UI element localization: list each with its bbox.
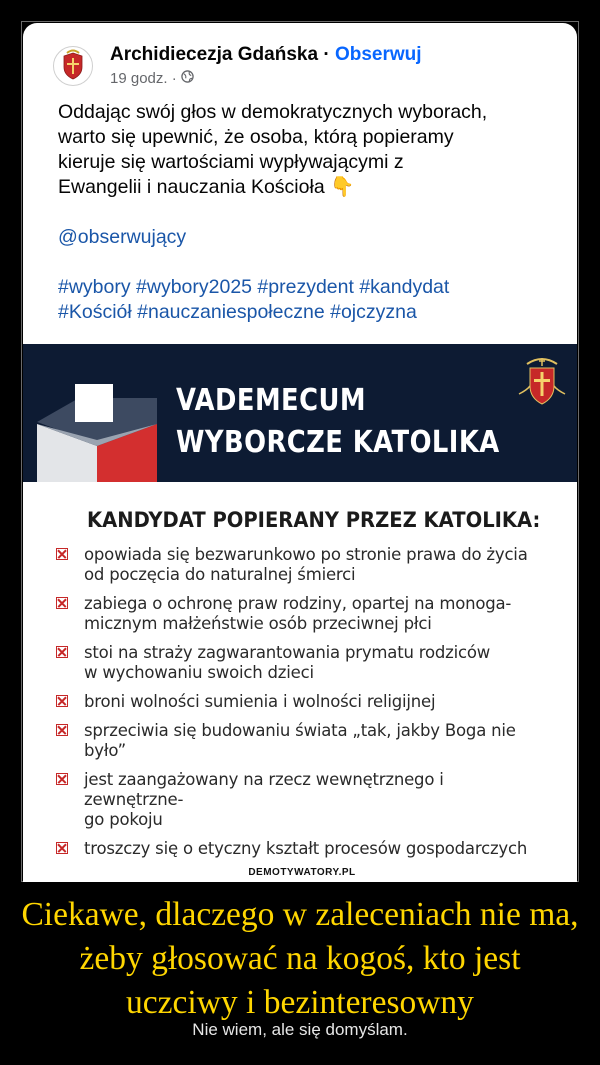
list-item bbox=[54, 545, 544, 585]
list-item bbox=[54, 839, 544, 859]
post-text-line bbox=[58, 175, 558, 200]
ballot-box-icon bbox=[37, 384, 157, 482]
item-line: opowiada się bezwarunkowo po stronie prawa do życia bbox=[84, 545, 528, 564]
checkbox-x-icon bbox=[56, 724, 68, 736]
separator-dot: · bbox=[318, 44, 335, 65]
post-meta bbox=[110, 70, 194, 87]
criteria-heading: KANDYDAT POPIERANY PRZEZ KATOLIKA: bbox=[87, 508, 541, 532]
checkbox-x-icon bbox=[56, 695, 68, 707]
banner-title-line-2: WYBORCZE KATOLIKA bbox=[176, 425, 500, 460]
post-text-line: kieruje się wartościami wypływającymi z bbox=[58, 151, 404, 173]
list-item bbox=[54, 770, 544, 830]
demotivator-subcaption: Nie wiem, ale się domyślam. bbox=[192, 1020, 408, 1039]
item-line: sprzeciwia się budowaniu świata „tak, jakby Boga nie było” bbox=[84, 721, 516, 760]
post-text-line-4: Ewangelii i nauczania Kościoła bbox=[58, 176, 325, 198]
checkbox-x-icon bbox=[56, 646, 68, 658]
caption-line-3: uczciwy i bezinteresowny bbox=[126, 984, 474, 1021]
list-item bbox=[54, 692, 544, 712]
mention-link[interactable]: @obserwujący bbox=[58, 226, 187, 248]
item-line: go pokoju bbox=[84, 810, 163, 829]
post-author-line bbox=[110, 44, 422, 66]
banner-title-line-1: VADEMECUM bbox=[176, 383, 366, 418]
diocese-crest-icon[interactable] bbox=[53, 46, 93, 86]
checkbox-x-icon bbox=[56, 548, 68, 560]
item-line: troszczy się o etyczny kształt procesów gospodarczych bbox=[84, 839, 528, 858]
caption-line-1: Ciekawe, dlaczego w zaleceniach nie ma, bbox=[21, 896, 579, 933]
post-text-line: Oddając swój głos w demokratycznych wyborach, bbox=[58, 101, 488, 123]
item-line: jest zaangażowany na rzecz wewnętrznego i zewnętrzne- bbox=[84, 770, 444, 809]
post-time[interactable]: 19 godz. · bbox=[110, 70, 177, 87]
site-watermark: DEMOTYWATORY.PL bbox=[248, 867, 356, 878]
post-body bbox=[58, 100, 558, 325]
demotivator-caption bbox=[0, 893, 600, 1025]
list-item bbox=[54, 721, 544, 761]
pointing-down-emoji: 👇 bbox=[330, 176, 355, 198]
caption-line-2: żeby głosować na kogoś, kto jest bbox=[79, 940, 521, 977]
globe-icon bbox=[181, 70, 194, 87]
criteria-list bbox=[54, 545, 544, 868]
item-line: zabiega o ochronę praw rodziny, opartej na monoga- bbox=[84, 594, 512, 613]
author-name[interactable]: Archidiecezja Gdańska bbox=[110, 44, 319, 65]
item-line: broni wolności sumienia i wolności religijnej bbox=[84, 692, 436, 711]
item-line: w wychowaniu swoich dzieci bbox=[84, 663, 314, 682]
checkbox-x-icon bbox=[56, 597, 68, 609]
checkbox-x-icon bbox=[56, 842, 68, 854]
vademecum-banner bbox=[23, 344, 577, 482]
follow-button[interactable]: Obserwuj bbox=[334, 44, 422, 65]
item-line: micznym małżeństwie osób przeciwnej płci bbox=[84, 614, 432, 633]
checkbox-x-icon bbox=[56, 773, 68, 785]
banner-title bbox=[176, 380, 500, 464]
list-item bbox=[54, 594, 544, 634]
item-line: stoi na straży zagwarantowania prymatu rodziców bbox=[84, 643, 491, 662]
list-item bbox=[54, 643, 544, 683]
hashtags-line-2[interactable]: #Kościół #nauczaniespołeczne #ojczyzna bbox=[58, 301, 417, 323]
diocese-crest-icon bbox=[517, 354, 567, 415]
item-line: od poczęcia do naturalnej śmierci bbox=[84, 565, 356, 584]
hashtags-line-1[interactable]: #wybory #wybory2025 #prezydent #kandydat bbox=[58, 276, 450, 298]
post-text-line: warto się upewnić, że osoba, którą popieramy bbox=[58, 126, 454, 148]
